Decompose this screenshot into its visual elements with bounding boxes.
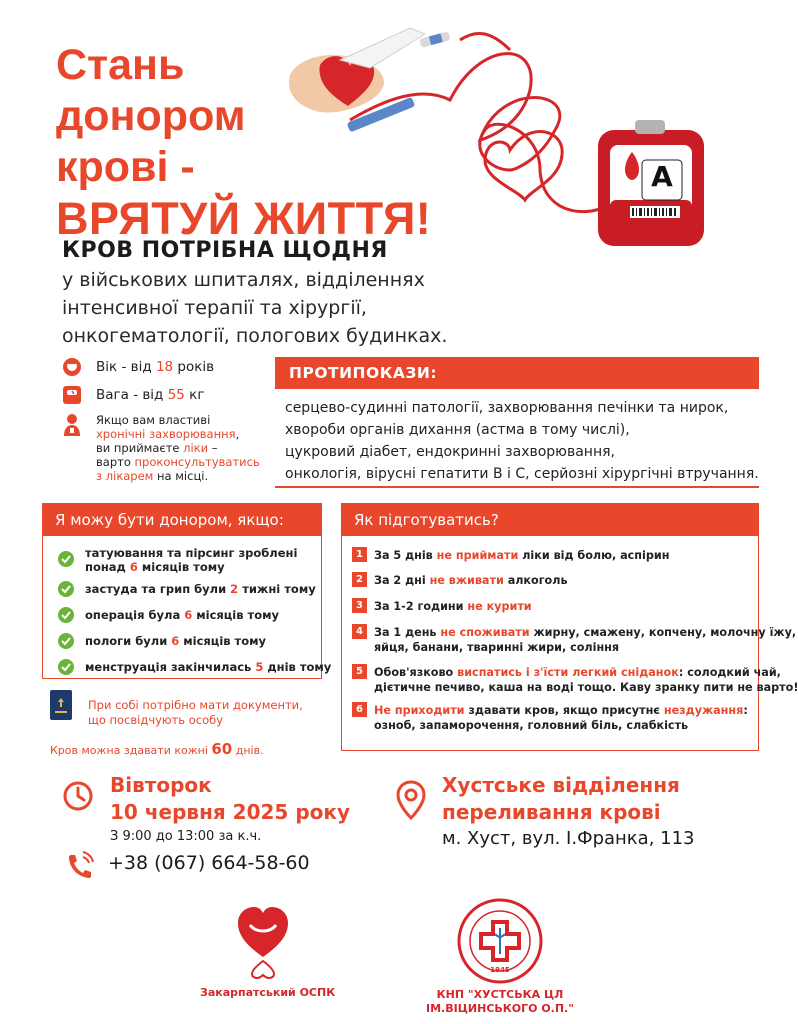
age-value: 18 — [155, 359, 174, 375]
step-text: За 5 днів — [374, 549, 437, 562]
chronic-line-2: хронічні захворювання — [96, 427, 236, 441]
chronic-line-2-end: , — [235, 427, 240, 441]
need-line-2: інтенсивної терапії та хірургії, — [62, 297, 367, 319]
chronic-line-1: Якщо вам властиві — [96, 413, 211, 427]
chronic-line-4-red: проконсультуватись — [134, 455, 260, 469]
chronic-line-5-end: на місці. — [153, 469, 209, 483]
weight-prefix: Вага - від — [96, 387, 168, 403]
freq-value: 60 — [211, 740, 233, 758]
location-address: м. Хуст, вул. І.Франка, 113 — [442, 828, 695, 849]
event-day: Вівторок — [110, 773, 212, 797]
need-line-1: у військових шпиталях, відділеннях — [62, 269, 425, 291]
need-text — [62, 266, 447, 350]
can-item-suffix: місяців тому — [192, 608, 279, 622]
step-line-2: дієтичне печиво, каша на воді тощо. Каву зранку пити не варто! — [374, 681, 798, 694]
prepare-title: Як підготуватись? — [342, 504, 758, 536]
chronic-line-3: ви приймаєте — [96, 441, 184, 455]
chronic-line-3-end: – — [208, 441, 218, 455]
contra-line: онкологія, вірусні гепатити В і С, серйозні хірургічні втручання. — [285, 466, 759, 482]
contra-line: серцево-судинні патології, захворювання печінки та нирок, — [285, 400, 729, 416]
contra-list — [285, 397, 759, 485]
req-chronic — [62, 413, 282, 483]
check-icon — [57, 580, 75, 598]
hero-line-4: ВРЯТУЙ ЖИТТЯ! — [56, 193, 432, 244]
can-item-value: 6 — [184, 608, 193, 622]
step-highlight: не вживати — [429, 574, 504, 587]
age-prefix: Вік - від — [96, 359, 156, 375]
location-block — [442, 772, 695, 849]
clock-icon — [62, 780, 94, 812]
event-date: 10 червня 2025 року — [110, 800, 350, 824]
location-name-1: Хустське відділення — [442, 773, 680, 797]
event-block — [110, 772, 350, 844]
step-text-end: алкоголь — [503, 574, 568, 587]
passport-icon — [50, 690, 72, 720]
hero-title — [56, 40, 496, 244]
can-item-suffix: місяців тому — [179, 634, 267, 648]
check-icon — [57, 606, 75, 624]
step-number: 3 — [352, 598, 367, 613]
step-text: Обов'язково — [374, 666, 458, 679]
step-number: 1 — [352, 547, 367, 562]
step-text: За 2 дні — [374, 574, 430, 587]
step-text-end: ліки від болю, аспірин — [518, 549, 670, 562]
freq-prefix: Кров можна здавати кожні — [50, 744, 212, 757]
weight-suffix: кг — [184, 387, 205, 403]
step-highlight-2: нездужання — [663, 704, 744, 717]
contra-title: ПРОТИПОКАЗИ: — [275, 357, 759, 389]
weight-value: 55 — [167, 387, 185, 403]
can-donate-title: Я можу бути донором, якщо: — [43, 504, 321, 536]
step-number: 5 — [352, 664, 367, 679]
docs-line-1: При собі потрібно мати документи, — [88, 698, 303, 712]
step-text-end: : солодкий чай, — [678, 666, 781, 679]
hospital-name-2: ІМ.ВІЦИНСЬКОГО О.П." — [426, 1002, 574, 1015]
hero-line-3: крові - — [56, 143, 195, 191]
age-suffix: років — [173, 359, 215, 375]
step-highlight: не курити — [467, 600, 532, 613]
scale-icon — [62, 385, 82, 405]
chronic-line-5-red: з лікарем — [96, 469, 154, 483]
can-item-line-a: татуювання та пірсинг зроблені — [85, 546, 298, 560]
step-line-2: озноб, запаморочення, головний біль, слабкість — [374, 719, 689, 732]
step-number: 2 — [352, 572, 367, 587]
hospital-name-1: КНП "ХУСТСЬКА ЦЛ — [436, 988, 564, 1001]
step-number: 6 — [352, 702, 367, 717]
person-icon — [62, 357, 82, 377]
contra-line: цукровий діабет, ендокринні захворювання, — [285, 444, 615, 460]
docs-line-2: що посвідчують особу — [88, 713, 224, 727]
step-highlight: не приймати — [436, 549, 519, 562]
ospk-logo-name: Закарпатський ОСПК — [200, 986, 336, 999]
can-item-text: застуда та грип були — [85, 582, 231, 596]
hospital-logo-name — [420, 988, 580, 1016]
prepare-box — [341, 503, 798, 751]
contra-divider — [275, 486, 759, 488]
step-line-2: яйця, банани, тваринні жири, соління — [374, 641, 620, 654]
can-item-value: 6 — [171, 634, 180, 648]
can-item-value: 6 — [129, 560, 138, 574]
check-icon — [57, 658, 75, 676]
step-text: За 1-2 години — [374, 600, 468, 613]
phone-icon — [65, 851, 95, 879]
location-pin-icon — [396, 780, 426, 820]
blood-type-label: A — [651, 160, 673, 193]
can-item-text: пологи були — [85, 634, 172, 648]
event-time: З 9:00 до 13:00 за к.ч. — [110, 829, 262, 844]
doctor-icon — [62, 413, 82, 437]
chronic-line-3-red: ліки — [183, 441, 209, 455]
can-item-text: понад — [85, 560, 130, 574]
hero-line-1: Стань — [56, 41, 185, 89]
check-icon — [57, 632, 75, 650]
can-item-text: операція була — [85, 608, 185, 622]
contra-line: хвороби органів дихання (астма в тому числі), — [285, 422, 630, 438]
can-item-text: менструація закінчилась — [85, 660, 256, 674]
need-heading: КРОВ ПОТРІБНА ЩОДНЯ — [62, 238, 388, 263]
donation-frequency — [50, 740, 264, 758]
can-item-value: 5 — [255, 660, 264, 674]
step-text: здавати кров, якщо присутнє — [464, 704, 664, 717]
step-highlight: виспатись і з'їсти легкий сніданок — [457, 666, 679, 679]
step-highlight: Не приходити — [374, 704, 465, 717]
can-item-suffix: тижні тому — [238, 582, 316, 596]
step-text-end: : — [743, 704, 748, 717]
can-item-suffix: днів тому — [263, 660, 332, 674]
need-line-3: онкогематології, пологових будинках. — [62, 325, 448, 347]
step-number: 4 — [352, 624, 367, 639]
can-donate-box — [42, 503, 332, 679]
freq-suffix: днів. — [232, 744, 264, 757]
phone-number[interactable]: +38 (067) 664-58-60 — [108, 852, 310, 874]
hero-line-2: донором — [56, 92, 246, 140]
docs-note — [88, 698, 303, 728]
step-highlight: не споживати — [440, 626, 530, 639]
step-text-end: жирну, смажену, копчену, молочну їжу, — [529, 626, 797, 639]
can-item-value: 2 — [230, 582, 239, 596]
ospk-logo — [236, 905, 290, 979]
location-name-2: переливання крові — [442, 800, 661, 824]
check-icon — [57, 550, 75, 568]
step-text: За 1 день — [374, 626, 441, 639]
can-item-suffix: місяців тому — [137, 560, 225, 574]
hospital-logo-year: 1945 — [490, 966, 510, 974]
chronic-line-4: варто — [96, 455, 135, 469]
